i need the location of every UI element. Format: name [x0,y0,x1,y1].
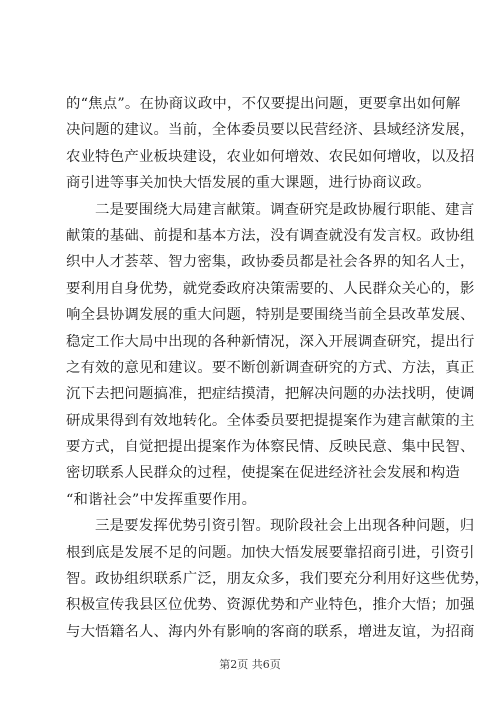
paragraph-start-line: 三是要发挥优势引资引智。现阶段社会上出现各种问题，归 [95,518,475,535]
text-line: 决问题的建议。当前，全体委员要以民营经济、县域经济发展， [66,122,475,139]
page-number-label: 第2页 共6页 [219,658,281,671]
text-line: 的“焦点”。在协商议政中，不仅要提出问题，更要拿出如何解 [66,96,461,112]
body-text [66,91,490,645]
page-footer [0,658,500,672]
text-line: 献策的基础、前提和基本方法，没有调查就没有发言权。政协组 [66,227,475,244]
text-line: 沉下去把问题搞准，把症结摸清，把解决问题的办法找明，使调 [66,386,475,403]
text-line: 响全县协调发展的重大问题，特别是要围绕当前全县改革发展、 [66,307,475,324]
text-line: 要利用自身优势，就党委政府决策需要的、人民群众关心的，影 [66,280,475,297]
text-line: 根到底是发展不足的问题。加快大悟发展要靠招商引进，引资引 [66,544,475,561]
paragraph-start-line: 二是要围绕大局建言献策。调查研究是政协履行职能、建言 [95,201,475,218]
text-line: 商引进等事关加快大悟发展的重大课题，进行协商议政。 [66,175,431,192]
text-line: 要方式，自觉把提出提案作为体察民情、反映民意、集中民智、 [66,439,475,456]
text-line: 农业特色产业板块建设，农业如何增效、农民如何增收，以及招 [66,148,475,165]
text-line: “和谐社会”中发挥重要作用。 [66,491,257,508]
text-line: 稳定工作大局中出现的各种新情况，深入开展调查研究，提出行 [66,333,475,350]
text-line: 之有效的意见和建议。要不断创新调查研究的方式、方法，真正 [66,359,475,376]
text-line: 智。政协组织联系广泛，朋友众多，我们要充分利用好这些优势， [66,571,490,588]
text-line: 与大悟籍名人、海内外有影响的客商的联系，增进友谊，为招商 [66,623,475,640]
text-line: 研成果得到有效地转化。全体委员要把提提案作为建言献策的主 [66,412,475,429]
text-line: 织中人才荟萃、智力密集，政协委员都是社会各界的知名人士， [66,254,475,271]
text-line: 积极宣传我县区位优势、资源优势和产业特色，推介大悟；加强 [66,597,475,614]
text-line: 密切联系人民群众的过程，使提案在促进经济社会发展和构造 [66,465,460,482]
